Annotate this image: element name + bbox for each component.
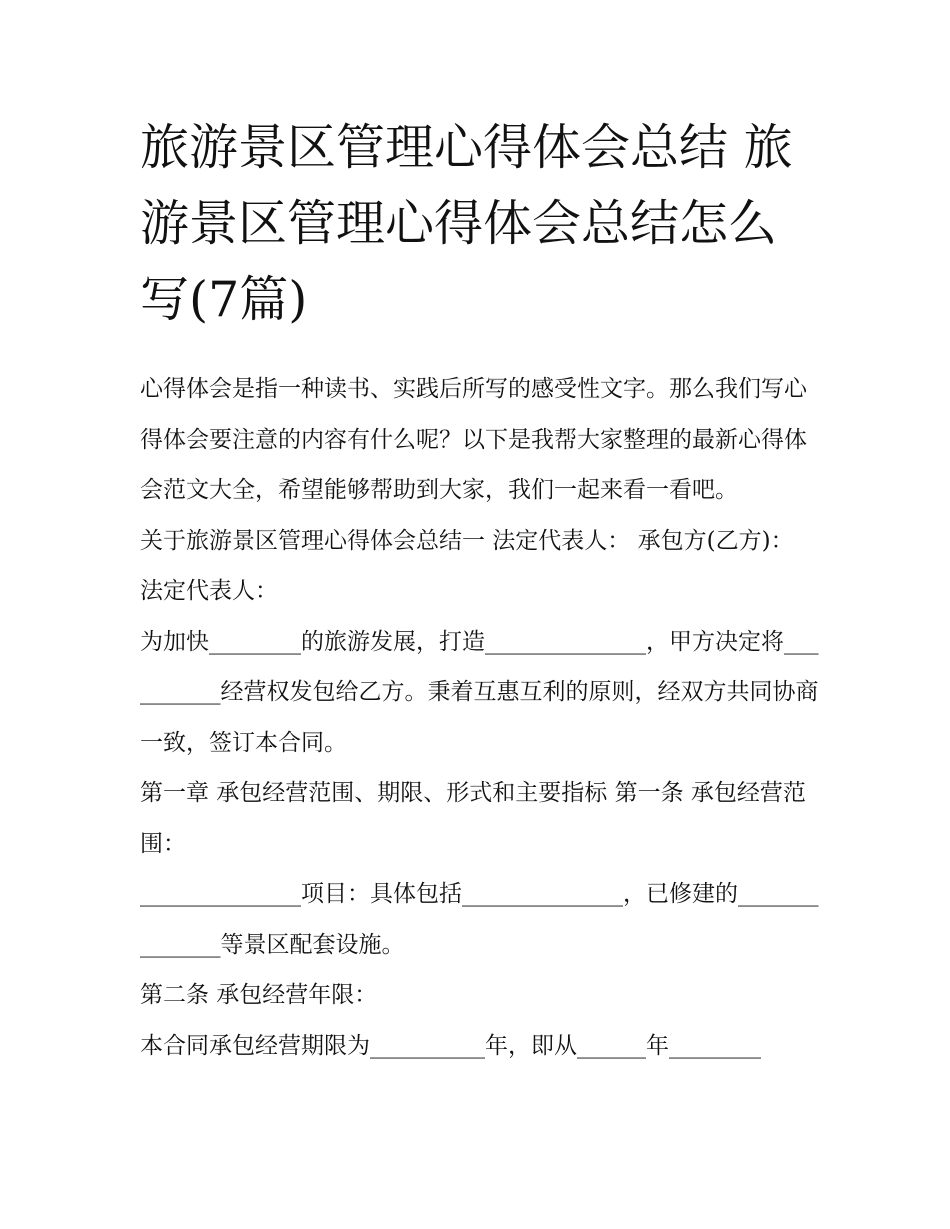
document-title: 旅游景区管理心得体会总结 旅游景区管理心得体会总结怎么写(7篇)	[140, 119, 793, 328]
paragraph-contract-parties: 关于旅游景区管理心得体会总结一 法定代表人： 承包方(乙方)： 法定代表人：	[140, 527, 794, 604]
paragraph-article-two: 第二条 承包经营年限：	[140, 982, 378, 1008]
paragraph-contract-purpose: 为加快________的旅游发展，打造______________，甲方决定将__________经营权发包给乙方。秉着互惠互利的原则，经双方共同协商一致，签订本合同。	[140, 628, 819, 756]
paragraph-chapter-one: 第一章 承包经营范围、期限、形式和主要指标 第一条 承包经营范围：	[140, 780, 806, 857]
paragraph-term: 本合同承包经营期限为__________年，即从______年________	[140, 1032, 761, 1059]
paragraph-intro: 心得体会是指一种读书、实践后所写的感受性文字。那么我们写心得体会要注意的内容有什么呢？以下是我帮大家整理的最新心得体会范文大全，希望能够帮助到大家，我们一起来看一看吧。	[140, 376, 807, 503]
document-page	[140, 110, 820, 1071]
paragraph-scope-details: ______________项目：具体包括______________，已修建的______________等景区配套设施。	[140, 881, 819, 958]
